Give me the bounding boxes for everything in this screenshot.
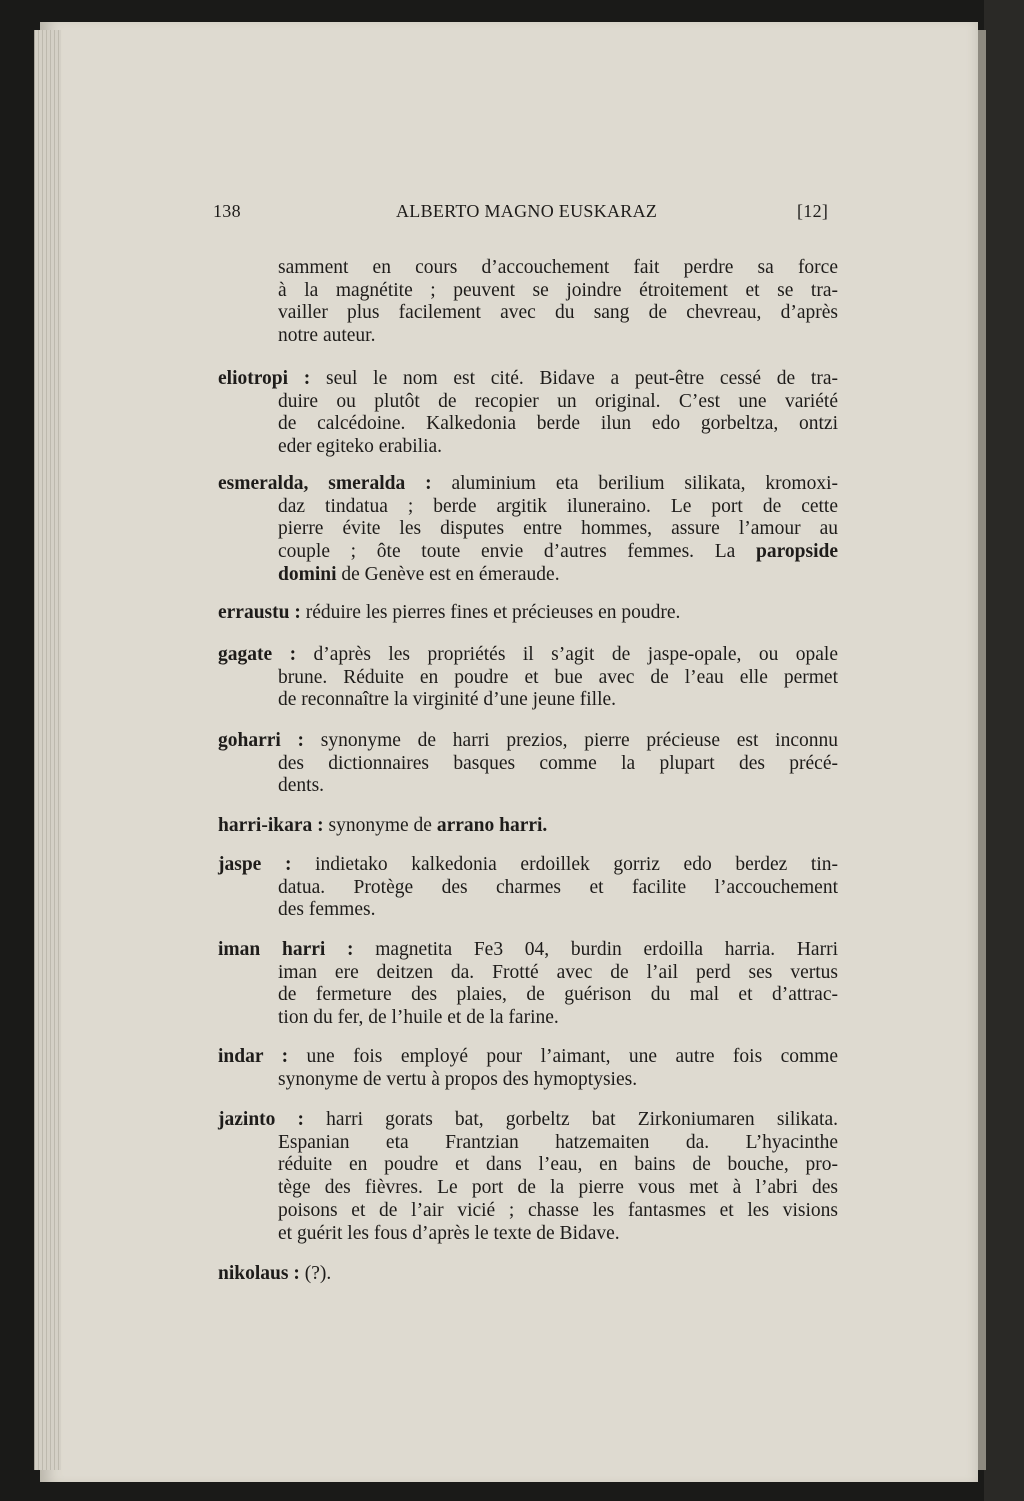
gutter [978, 30, 986, 1470]
headword: iman harri : [218, 939, 354, 960]
entry-text-line [278, 1007, 559, 1029]
headword: domini [278, 563, 337, 585]
text-segment: des dictionnaires basques comme la plupart des précé- [278, 752, 838, 774]
entry-headword-line [218, 602, 680, 624]
headword: jazinto : [218, 1109, 305, 1130]
headword: esmeralda, smeralda : [218, 473, 432, 494]
text-segment: vailler plus facilement avec du sang de chevreau, d’après [278, 302, 838, 324]
headword: gagate : [218, 644, 297, 665]
entry-headword-line [218, 1109, 838, 1131]
text-segment: de Genève est en émeraude. [336, 563, 560, 585]
entry-text-line [278, 325, 375, 347]
text-segment: daz tindatua ; berde argitik iluneraino. Le port de cette [278, 495, 838, 517]
entry-headword-line [218, 368, 838, 390]
section-number: [12] [797, 201, 829, 221]
entry-text-line [278, 1223, 620, 1245]
text-segment: samment en cours d’accouchement fait perdre sa force [278, 257, 838, 278]
text-segment: magnetita Fe3 04, burdin erdoilla harria. Harri [353, 939, 838, 960]
headword: erraustu : [218, 602, 301, 623]
entry-headword-line [218, 730, 838, 752]
text-segment: tège des fièvres. Le port de la pierre vous met à l’abri des [278, 1177, 838, 1199]
text-segment: tion du fer, de l’huile et de la farine. [278, 1007, 559, 1029]
entry-text-line [278, 496, 838, 518]
entry-text-line [278, 984, 838, 1006]
headword: indar : [218, 1046, 289, 1067]
text-segment: datua. Protège des charmes et facilite l’accouchement [278, 876, 838, 898]
entry-text-line [278, 689, 616, 711]
entry-text-line [278, 541, 838, 563]
text-segment: notre auteur. [278, 325, 376, 347]
entry-text-line [278, 1177, 838, 1199]
text-segment: aluminium eta berilium silikata, kromoxi- [431, 473, 838, 494]
headword: paropside [756, 541, 838, 563]
entry-text-line [278, 518, 838, 540]
entry-headword-line [218, 939, 838, 961]
running-title: ALBERTO MAGNO EUSKARAZ [396, 201, 658, 221]
headword: harri-ikara : [218, 815, 324, 836]
entry-headword-line [218, 1046, 838, 1068]
entry-text-line [278, 280, 838, 302]
entry-text-line [278, 302, 838, 324]
entry-text-line [278, 391, 838, 413]
entry-text-line [278, 775, 324, 797]
text-segment: synonyme de harri prezios, pierre précieuse est inconnu [304, 730, 838, 751]
entry-headword-line [218, 815, 547, 837]
entry-headword-line [218, 1263, 331, 1285]
entry-text-line [278, 667, 838, 689]
page-edges [34, 30, 61, 1470]
text-segment: Espanian eta Frantzian hatzemaiten da. L’hyacinthe [278, 1131, 838, 1153]
text-segment: eder egiteko erabilia. [278, 436, 443, 458]
text-segment: d’après les propriétés il s’agit de jaspe-opale, ou opale [296, 644, 838, 665]
headword: nikolaus : [218, 1263, 300, 1284]
text-segment: synonyme de [323, 815, 437, 836]
text-segment: de reconnaître la virginité d’une jeune fille. [278, 689, 617, 711]
entry-text-line [278, 899, 375, 921]
text-segment: duire ou plutôt de recopier un original. C’est une variété [278, 390, 838, 412]
entry-text-line [278, 1200, 838, 1222]
text-segment: iman ere deitzen da. Frotté avec de l’ail perd ses vertus [278, 961, 838, 983]
text-segment: dents. [278, 775, 325, 797]
text-segment: indietako kalkedonia erdoillek gorriz edo berdez tin- [291, 854, 838, 875]
entry-text-line [278, 257, 838, 279]
headword: arrano harri. [436, 815, 548, 836]
entry-headword-line [218, 473, 838, 495]
entry-text-line [278, 962, 838, 984]
text-segment: de fermeture des plaies, de guérison du mal et d’attrac- [278, 984, 838, 1006]
text-segment: de calcédoine. Kalkedonia berde ilun edo gorbeltza, ontzi [278, 413, 838, 435]
entry-text-line [278, 1132, 838, 1154]
text-segment: brune. Réduite en poudre et bue avec de l’eau elle permet [278, 666, 838, 688]
text-segment: réduite en poudre et dans l’eau, en bains de bouche, pro- [278, 1154, 838, 1176]
text-segment: poisons et de l’air vicié ; chasse les fantasmes et les visions [278, 1199, 838, 1221]
entry-text-line [278, 1069, 637, 1091]
text-segment: et guérit les fous d’après le texte de Bidave. [278, 1222, 620, 1244]
headword: jaspe : [218, 854, 292, 875]
entry-text-line [278, 436, 442, 458]
headword: goharri : [218, 730, 305, 751]
entry-headword-line [218, 644, 838, 666]
entry-text-line [278, 1154, 838, 1176]
page-number: 138 [213, 201, 241, 221]
text-segment: des femmes. [278, 899, 376, 921]
text-segment: une fois employé pour l’aimant, une autre fois comme [288, 1046, 839, 1067]
text-segment: harri gorats bat, gorbeltz bat Zirkoniumaren silikata. [304, 1109, 839, 1130]
entry-text-line [278, 413, 838, 435]
text-segment: à la magnétite ; peuvent se joindre étroitement et se tra- [278, 279, 838, 301]
text-segment: couple ; ôte toute envie d’autres femmes. La [278, 541, 756, 563]
entry-headword-line [218, 854, 838, 876]
text-segment: seul le nom est cité. Bidave a peut-être cessé de tra- [310, 368, 838, 389]
text-segment: synonyme de vertu à propos des hymoptysies. [278, 1068, 638, 1090]
entry-text-line [278, 877, 838, 899]
headword: eliotropi : [218, 368, 311, 389]
entry-text-line [278, 564, 560, 586]
text-segment: (?). [299, 1263, 332, 1284]
text-segment: pierre évite les disputes entre hommes, assure l’amour au [278, 518, 838, 540]
facing-page [984, 0, 1024, 1501]
text-segment: réduire les pierres fines et précieuses en poudre. [300, 602, 681, 623]
entry-text-line [278, 753, 838, 775]
